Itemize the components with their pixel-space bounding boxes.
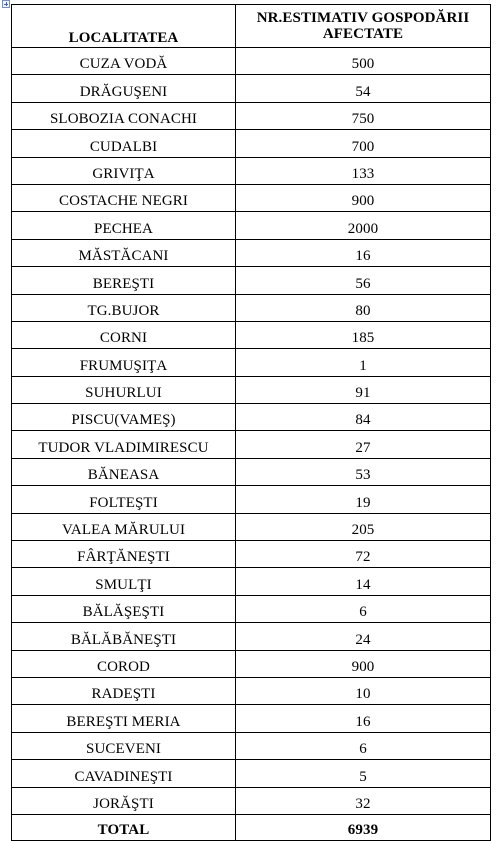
- table-row: [12, 130, 491, 157]
- header-households-line2: AFECTATE: [322, 25, 404, 42]
- locality-cell: SLOBOZIA CONACHI: [12, 102, 236, 129]
- locality-cell: COROD: [12, 650, 236, 677]
- table-row: [12, 184, 491, 211]
- locality-cell: TG.BUJOR: [12, 294, 236, 321]
- households-cell: 72: [236, 541, 491, 568]
- households-cell: 14: [236, 568, 491, 595]
- locality-cell: BĂLĂBĂNEŞTI: [12, 623, 236, 650]
- table-row: [12, 677, 491, 704]
- households-cell: 16: [236, 239, 491, 266]
- households-cell: 10: [236, 677, 491, 704]
- locality-cell: VALEA MĂRULUI: [12, 513, 236, 540]
- households-cell: 900: [236, 184, 491, 211]
- locality-cell: DRĂGUŞENI: [12, 75, 236, 102]
- table-row: [12, 623, 491, 650]
- table-row: [12, 376, 491, 403]
- locality-cell: RADEŞTI: [12, 677, 236, 704]
- households-cell: 2000: [236, 212, 491, 239]
- locality-cell: BEREŞTI MERIA: [12, 705, 236, 732]
- table-row: [12, 732, 491, 759]
- header-locality: LOCALITATEA: [12, 5, 236, 48]
- total-row: [12, 814, 491, 840]
- locality-cell: SUCEVENI: [12, 732, 236, 759]
- table-row: [12, 157, 491, 184]
- table-row: [12, 650, 491, 677]
- affected-households-table: [11, 4, 491, 841]
- locality-cell: BĂNEASA: [12, 458, 236, 485]
- locality-cell: SMULŢI: [12, 568, 236, 595]
- total-value: 6939: [236, 814, 491, 840]
- households-cell: 56: [236, 267, 491, 294]
- households-cell: 6: [236, 595, 491, 622]
- table-row: [12, 48, 491, 75]
- table-row: [12, 431, 491, 458]
- header-households-line1: NR.ESTIMATIV GOSPODĂRII: [256, 9, 470, 26]
- table-row: [12, 239, 491, 266]
- table-row: [12, 294, 491, 321]
- households-cell: 53: [236, 458, 491, 485]
- table-row: [12, 102, 491, 129]
- households-cell: 133: [236, 157, 491, 184]
- households-cell: 27: [236, 431, 491, 458]
- table-move-handle-icon[interactable]: [2, 0, 10, 8]
- table-row: [12, 705, 491, 732]
- table-row: [12, 267, 491, 294]
- table-row: [12, 75, 491, 102]
- locality-cell: CAVADINEŞTI: [12, 760, 236, 787]
- table-header-row: [12, 5, 491, 48]
- locality-cell: JORĂŞTI: [12, 787, 236, 814]
- locality-cell: SUHURLUI: [12, 376, 236, 403]
- table-row: [12, 404, 491, 431]
- households-cell: 700: [236, 130, 491, 157]
- households-cell: 19: [236, 486, 491, 513]
- locality-cell: FÂRŢĂNEŞTI: [12, 541, 236, 568]
- locality-cell: FOLTEŞTI: [12, 486, 236, 513]
- locality-cell: PISCU(VAMEŞ): [12, 404, 236, 431]
- households-cell: 80: [236, 294, 491, 321]
- households-cell: 91: [236, 376, 491, 403]
- households-cell: 54: [236, 75, 491, 102]
- households-cell: 84: [236, 404, 491, 431]
- locality-cell: CORNI: [12, 321, 236, 348]
- households-cell: 6: [236, 732, 491, 759]
- table-row: [12, 486, 491, 513]
- locality-cell: GRIVIŢA: [12, 157, 236, 184]
- locality-cell: FRUMUŞIŢA: [12, 349, 236, 376]
- table-row: [12, 568, 491, 595]
- total-label: TOTAL: [12, 814, 236, 840]
- table-row: [12, 513, 491, 540]
- locality-cell: MĂSTĂCANI: [12, 239, 236, 266]
- header-households: [236, 5, 491, 48]
- locality-cell: CUZA VODĂ: [12, 48, 236, 75]
- table-row: [12, 458, 491, 485]
- locality-cell: PECHEA: [12, 212, 236, 239]
- table-row: [12, 760, 491, 787]
- households-cell: 16: [236, 705, 491, 732]
- locality-cell: BĂLĂŞEŞTI: [12, 595, 236, 622]
- table-row: [12, 595, 491, 622]
- households-cell: 32: [236, 787, 491, 814]
- locality-cell: COSTACHE NEGRI: [12, 184, 236, 211]
- households-cell: 185: [236, 321, 491, 348]
- table-row: [12, 212, 491, 239]
- households-cell: 1: [236, 349, 491, 376]
- locality-cell: TUDOR VLADIMIRESCU: [12, 431, 236, 458]
- table-row: [12, 321, 491, 348]
- households-cell: 205: [236, 513, 491, 540]
- locality-cell: CUDALBI: [12, 130, 236, 157]
- households-cell: 5: [236, 760, 491, 787]
- table-row: [12, 349, 491, 376]
- households-cell: 900: [236, 650, 491, 677]
- households-cell: 750: [236, 102, 491, 129]
- households-cell: 24: [236, 623, 491, 650]
- table-row: [12, 541, 491, 568]
- households-cell: 500: [236, 48, 491, 75]
- table-row: [12, 787, 491, 814]
- locality-cell: BEREŞTI: [12, 267, 236, 294]
